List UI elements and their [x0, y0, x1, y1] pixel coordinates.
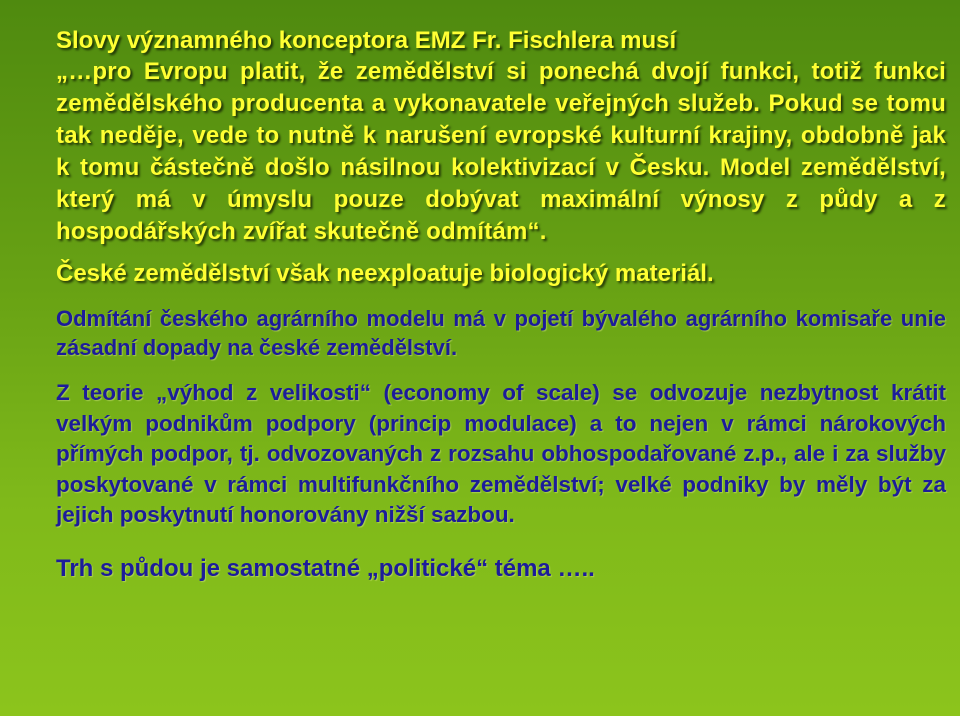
theory-paragraph: Z teorie „výhod z velikosti“ (economy of scale) se odvozuje nezbytnost krátit velkým podnikům podpory (princip modulace) a to nejen v rámci nárokových přímých podpor, tj. odvozovaných z rozsahu obhospodařované z.p., ale i za služby poskytované v rámci multifunkčního zemědělství; velké podniky by měly být za jejich poskytnutí honorovány nižší sazbou.	[56, 380, 946, 527]
fischler-quote: „…pro Evropu platit, že zemědělství si ponechá dvojí funkci, totiž funkci zemědělského producenta a vykonavatele veřejných služeb. Pokud se tomu tak neděje, vede to nutně k narušení evropské kulturní krajiny, obdobně jak k tomu částečně došlo násilnou kolektivizací v Česku. Model zemědělství, který má v úmyslu pouze dobývat maximální výnosy z půdy a z hospodářských zvířat skutečně odmítám“.	[56, 58, 946, 245]
slide-title: Slovy významného konceptora EMZ Fr. Fischlera musí	[56, 27, 677, 54]
key-statement: České zemědělství však neexploatuje biologický materiál.	[56, 260, 714, 287]
slide-content	[56, 26, 946, 585]
closing-line: Trh s půdou je samostatné „politické“ téma …..	[56, 554, 595, 582]
rejection-paragraph: Odmítání českého agrárního modelu má v pojetí bývalého agrárního komisaře unie zásadní dopady na české zemědělství.	[56, 306, 946, 360]
